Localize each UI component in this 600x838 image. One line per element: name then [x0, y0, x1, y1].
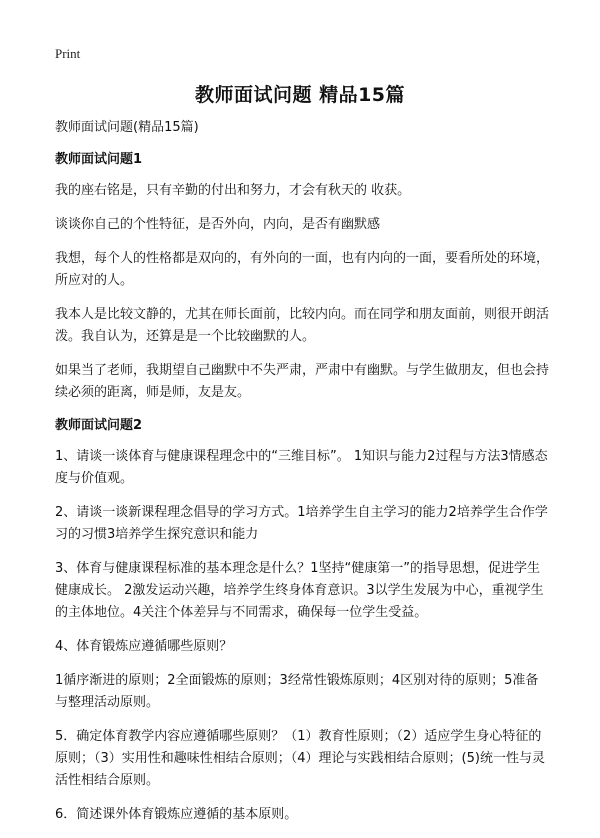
- section-heading-1: 教师面试问题1: [55, 152, 143, 167]
- paragraph: 谈谈你自己的个性特征，是否外向，内向，是否有幽默感: [55, 217, 381, 232]
- paragraph: 1循序渐进的原则；2全面锻炼的原则；3经常性锻炼原则；4区别对待的原则；5准备与整理活动原则。: [55, 673, 539, 710]
- paragraph: 2、请谈一谈新课程理念倡导的学习方式。1培养学生自主学习的能力2培养学生合作学习的习惯3培养学生探究意识和能力: [55, 505, 548, 542]
- document-subtitle: 教师面试问题(精品15篇): [55, 120, 199, 135]
- paragraph: 我本人是比较文静的，尤其在师长面前，比较内向。而在同学和朋友面前，则很开朗活泼。我自认为，还算是是一个比较幽默的人。: [55, 307, 550, 344]
- paragraph: 我想，每个人的性格都是双向的，有外向的一面，也有内向的一面，要看所处的环境，所应对的人。: [55, 251, 550, 288]
- paragraph: 如果当了老师，我期望自己幽默中不失严肃，严肃中有幽默。与学生做朋友，但也会持续必须的距离，师是师，友是友。: [55, 363, 550, 400]
- paragraph: 我的座右铭是，只有辛勤的付出和努力，才会有秋天的 收获。: [55, 183, 411, 198]
- paragraph: 4、体育锻炼应遵循哪些原则？: [55, 639, 233, 654]
- paragraph: 1、请谈一谈体育与健康课程理念中的“三维目标”。 1知识与能力2过程与方法3情感态度与价值观。: [55, 449, 548, 486]
- paragraph: 3、体育与健康课程标准的基本理念是什么？1坚持“健康第一”的指导思想，促进学生健康成长。 2激发运动兴趣，培养学生终身体育意识。3以学生发展为中心，重视学生的主体地位。4关注个体差异与不同需求，确保每一位学生受益。: [55, 561, 544, 620]
- paragraph: 6．简述课外体育锻炼应遵循的基本原则。: [55, 807, 298, 822]
- print-label: Print: [55, 46, 81, 61]
- document-title: 教师面试问题 精品15篇: [194, 84, 406, 106]
- document-body: [55, 118, 550, 838]
- section-heading-2: 教师面试问题2: [55, 418, 143, 433]
- paragraph: 5．确定体育教学内容应遵循哪些原则？（1）教育性原则；（2）适应学生身心特征的原则；（3）实用性和趣味性相结合原则；（4）理论与实践相结合原则；(5)统一性与灵活性相结合原则。: [55, 729, 545, 788]
